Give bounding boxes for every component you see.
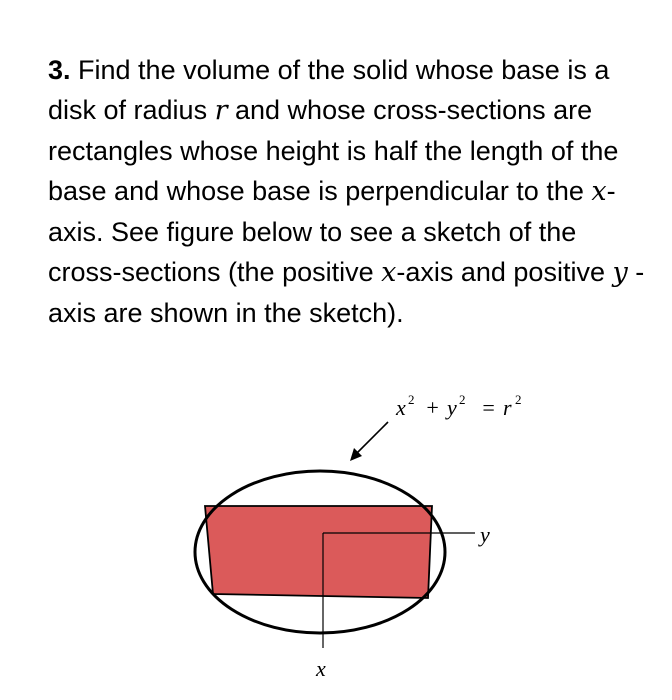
problem-number: 3. (48, 55, 71, 85)
eq-plus: + (425, 395, 440, 420)
var-x: x (591, 176, 607, 207)
var-r: r (214, 95, 228, 126)
circle-equation (395, 392, 522, 420)
problem-text-5: -axis are shown in the sketch). (48, 257, 645, 328)
var-y: y (612, 257, 628, 288)
eq-exp: 2 (459, 392, 466, 407)
rectangle-cross-section (205, 506, 432, 598)
eq-exp: 2 (515, 392, 522, 407)
eq-y: y (447, 395, 457, 420)
eq-x: x (396, 395, 406, 420)
pointer-arrow (350, 422, 388, 461)
problem-text-1: Find the volume of the solid whose base is a disk of radius (48, 55, 610, 125)
problem-text-3: -axis. See figure below to see a sketch of the cross-sections (the positive (48, 176, 616, 287)
problem-text-4: -axis and positive (396, 257, 613, 287)
var-x: x (381, 257, 397, 288)
eq-equals: = (481, 395, 496, 420)
y-axis-label: y (480, 522, 490, 547)
eq-exp: 2 (408, 392, 415, 407)
problem-text-2: and whose cross-sections are rectangles whose height is half the length of the base and whose base is perpendicular to the (48, 95, 619, 206)
eq-r: r (503, 395, 512, 420)
x-axis-label: x (316, 656, 326, 681)
